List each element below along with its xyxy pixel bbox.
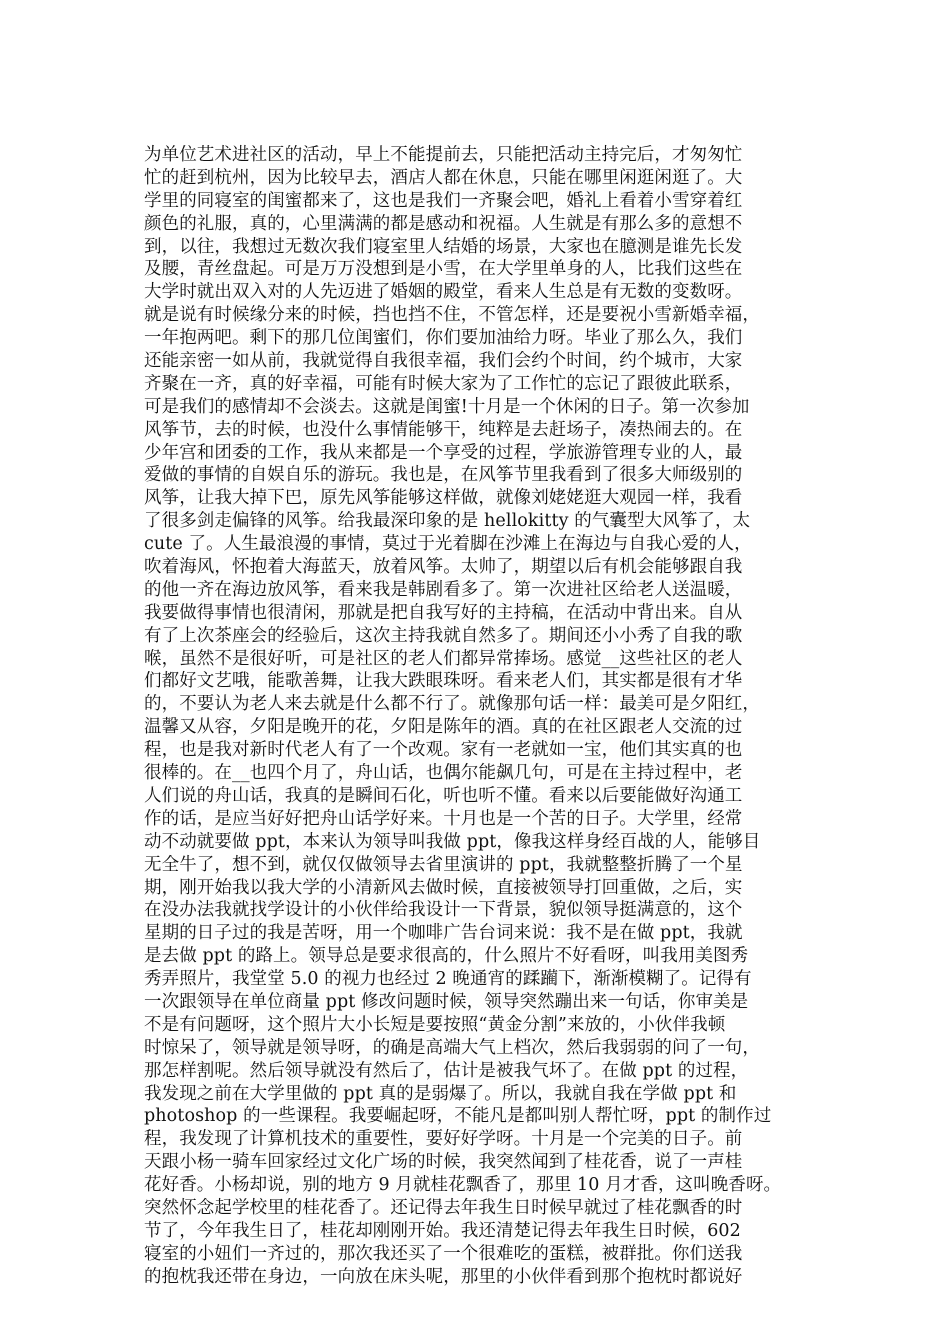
text-line: 吹着海风，怀抱着大海蓝天，放着风筝。太帅了，期望以后有机会能够跟自我 — [144, 557, 743, 578]
text-line: 我要做得事情也很清闲，那就是把自我写好的主持稿，在活动中背出来。自从 — [144, 602, 743, 623]
text-line: 们都好文艺哦，能歌善舞，让我大跌眼珠呀。看来老人们，其实都是很有才华 — [144, 671, 743, 692]
text-line: 寝室的小妞们一齐过的，那次我还买了一个很难吃的蛋糕，被群批。你们送我 — [144, 1243, 743, 1264]
text-line: 无全牛了，想不到，就仅仅做领导去省里演讲的 ppt，我就整整折腾了一个星 — [144, 854, 743, 875]
text-line: 爱做的事情的自娱自乐的游玩。我也是，在风筝节里我看到了很多大师级别的 — [144, 465, 743, 486]
text-line: 颜色的礼服，真的，心里满满的都是感动和祝福。人生就是有那么多的意想不 — [144, 213, 743, 234]
text-line: 花好香。小杨却说，别的地方 9 月就桂花飘香了，那里 10 月才香，这叫晚香呀。 — [144, 1175, 782, 1196]
text-line: 期，刚开始我以我大学的小清新风去做时候，直接被领导打回重做，之后，实 — [144, 877, 743, 898]
text-line: 了很多剑走偏锋的风筝。给我最深印象的是 hellokitty 的气囊型大风筝了，太 — [144, 511, 751, 532]
text-line: 的他一齐在海边放风筝，看来我是韩剧看多了。第一次进社区给老人送温暖， — [144, 579, 743, 600]
body-text — [144, 144, 816, 1289]
text-line: photoshop 的一些课程。我要崛起呀，不能凡是都叫别人帮忙呀，ppt 的制作过 — [144, 1106, 772, 1127]
text-line: 喉，虽然不是很好听，可是社区的老人们都异常捧场。感觉__这些社区的老人 — [144, 648, 743, 669]
text-line: 节了，今年我生日了，桂花却刚刚开始。我还清楚记得去年我生日时候，602 — [144, 1220, 741, 1241]
text-line: 不是有问题呀，这个照片大小长短是要按照“黄金分割”来放的，小伙伴我顿 — [144, 1014, 726, 1035]
text-line: 我发现之前在大学里做的 ppt 真的是弱爆了。所以，我就自我在学做 ppt 和 — [144, 1083, 737, 1104]
text-line: 一年抱两吧。剩下的那几位闺蜜们，你们要加油给力呀。毕业了那么久，我们 — [144, 328, 743, 349]
text-line: 就是说有时候缘分来的时候，挡也挡不住，不管怎样，还是要祝小雪新婚幸福， — [144, 305, 760, 326]
text-line: 的抱枕我还带在身边，一向放在床头呢，那里的小伙伴看到那个抱枕时都说好 — [144, 1266, 743, 1287]
text-line: 大学时就出双入对的人先迈进了婚姻的殿堂，看来人生总是有无数的变数呀。 — [144, 282, 743, 303]
text-line: 天跟小杨一骑车回家经过文化广场的时候，我突然闻到了桂花香，说了一声桂 — [144, 1152, 743, 1173]
text-line: 温馨又从容，夕阳是晚开的花，夕阳是陈年的酒。真的在社区跟老人交流的过 — [144, 717, 743, 738]
text-line: 是去做 ppt 的路上。领导总是要求很高的，什么照片不好看呀，叫我用美图秀 — [144, 946, 749, 967]
text-line: 有了上次茶座会的经验后，这次主持我就自然多了。期间还小小秀了自我的歌 — [144, 625, 743, 646]
text-line: 秀弄照片，我堂堂 5.0 的视力也经过 2 晚通宵的蹂躏下，渐渐模糊了。记得有 — [144, 969, 752, 990]
text-line: 人们说的舟山话，我真的是瞬间石化，听也听不懂。看来以后要能做好沟通工 — [144, 785, 743, 806]
text-line: 程，也是我对新时代老人有了一个改观。家有一老就如一宝，他们其实真的也 — [144, 740, 743, 761]
text-line: 突然怀念起学校里的桂花香了。还记得去年我生日时候早就过了桂花飘香的时 — [144, 1197, 743, 1218]
text-line: 的，不要认为老人来去就是什么都不行了。就像那句话一样：最美可是夕阳红， — [144, 694, 760, 715]
text-line: 作的话，是应当好好把舟山话学好来。十月也是一个苦的日子。大学里，经常 — [144, 808, 743, 829]
text-line: 及腰，青丝盘起。可是万万没想到是小雪，在大学里单身的人，比我们这些在 — [144, 259, 743, 280]
text-line: 那怎样割呢。然后领导就没有然后了，估计是被我气坏了。在做 ppt 的过程， — [144, 1060, 749, 1081]
text-line: 可是我们的感情却不会淡去。这就是闺蜜!十月是一个休闲的日子。第一次参加 — [144, 396, 750, 417]
text-line: 到，以往，我想过无数次我们寝室里人结婚的场景，大家也在臆测是谁先长发 — [144, 236, 743, 257]
text-line: 齐聚在一齐，真的好幸福，可能有时候大家为了工作忙的忘记了跟彼此联系， — [144, 373, 743, 394]
text-line: 风筝，让我大掉下巴，原先风筝能够这样做，就像刘姥姥逛大观园一样，我看 — [144, 488, 743, 509]
text-line: 忙的赶到杭州，因为比较早去，酒店人都在休息，只能在哪里闲逛闲逛了。大 — [144, 167, 743, 188]
text-line: 一次跟领导在单位商量 ppt 修改问题时候，领导突然蹦出来一句话，你审美是 — [144, 991, 749, 1012]
text-line: 星期的日子过的我是苦呀，用一个咖啡广告台词来说：我不是在做 ppt，我就 — [144, 923, 743, 944]
text-line: 还能亲密一如从前，我就觉得自我很幸福，我们会约个时间，约个城市，大家 — [144, 351, 743, 372]
text-line: 少年宫和团委的工作，我从来都是一个享受的过程，学旅游管理专业的人，最 — [144, 442, 743, 463]
text-line: 在没办法我就找学设计的小伙伴给我设计一下背景，貌似领导挺满意的，这个 — [144, 900, 743, 921]
text-line: 很棒的。在__也四个月了，舟山话，也偶尔能飙几句，可是在主持过程中，老 — [144, 763, 743, 784]
text-line: 时惊呆了，领导就是领导呀，的确是高端大气上档次，然后我弱弱的问了一句， — [144, 1037, 760, 1058]
text-line: 风筝节，去的时候，也没什么事情能够干，纯粹是去赶场子，凑热闹去的。在 — [144, 419, 743, 440]
text-line: 为单位艺术进社区的活动，早上不能提前去，只能把活动主持完后，才匆匆忙 — [144, 145, 743, 165]
text-line: 程，我发现了计算机技术的重要性，要好好学呀。十月是一个完美的日子。前 — [144, 1129, 743, 1150]
text-line: 学里的同寝室的闺蜜都来了，这也是我们一齐聚会吧，婚礼上看着小雪穿着红 — [144, 190, 743, 211]
text-line: 动不动就要做 ppt，本来认为领导叫我做 ppt，像我这样身经百战的人，能够目 — [144, 831, 761, 852]
text-line: cute 了。人生最浪漫的事情，莫过于光着脚在沙滩上在海边与自我心爱的人， — [144, 534, 752, 555]
